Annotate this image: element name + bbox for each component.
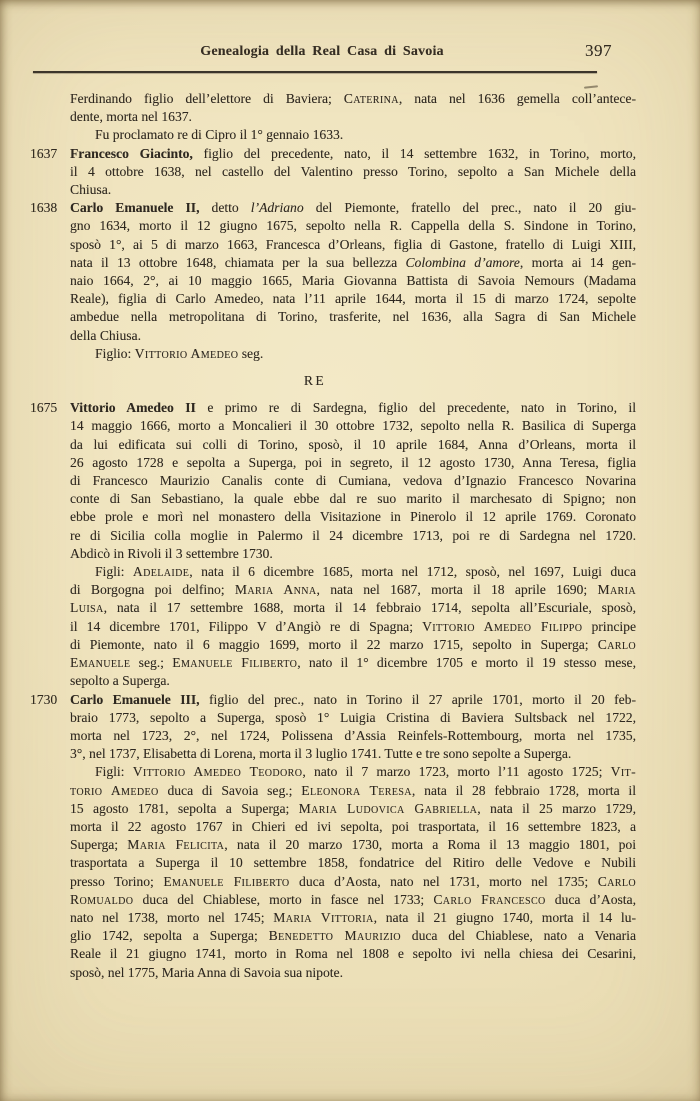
text-run: Fu proclamato re di Cipro il 1° gennaio 1633.: [95, 127, 344, 143]
text-run: 26 agosto 1728 e sepolta a Superga, poi in segreto, il 12 agosto 1730, Anna Teresa, figlia: [70, 454, 636, 470]
text-line: [30, 691, 636, 709]
text-line: [70, 345, 636, 363]
text-run: Reale il 21 giugno 1741, morto in Roma nel 1808 e sepolto ivi nella chiesa dei Cesarini,: [70, 946, 636, 962]
entry-year: 1730: [30, 691, 58, 707]
page-number: 397: [585, 41, 612, 60]
text-run: Figli:: [95, 564, 133, 580]
person-name-smallcaps: Maria: [597, 582, 636, 598]
text-run: , nata il 20 marzo 1730, morta a Roma il 13 maggio 1801, poi: [224, 837, 636, 853]
text-line: [70, 854, 636, 872]
text-line: [70, 945, 636, 963]
person-name-smallcaps: Romualdo: [70, 891, 134, 907]
header-divider-rule: [33, 71, 597, 73]
text-line: [70, 454, 636, 472]
entry-year: 1638: [30, 200, 58, 216]
text-run: e primo re di Sardegna, figlio del precedente, nato in Torino, il: [195, 400, 636, 416]
person-name-smallcaps: Vittorio Amedeo Filippo: [422, 618, 583, 634]
text-run: principe: [582, 618, 637, 634]
entry-person-name-bold: Francesco Giacinto,: [70, 145, 193, 161]
text-run: nato nel 1738, morto nel 1745;: [70, 909, 274, 925]
text-run: gno 1634, morto il 12 giugno 1675, sepolto nella R. Cappella della S. Sindone in Torino,: [70, 218, 636, 234]
text-run: Figlio:: [95, 345, 135, 361]
text-run: , nata il 25 marzo 1729,: [477, 800, 636, 816]
text-run: ebbe prole e morì nel monastero della Visitazione in Pinerolo il 12 aprile 1769. Coronato: [70, 509, 636, 525]
paragraph: [70, 763, 636, 981]
text-run: sepolto a Superga.: [70, 673, 170, 689]
section-heading: RE: [303, 373, 327, 389]
text-line: [70, 581, 636, 599]
text-run: Figli:: [95, 764, 133, 780]
text-line: [70, 836, 636, 854]
text-run: nata il 13 ottobre 1648, chiamata per la sua bellezza: [70, 254, 406, 270]
paragraph: [70, 345, 636, 363]
text-line: [70, 672, 636, 690]
text-line: [70, 108, 636, 126]
text-line: [70, 327, 636, 345]
italic-phrase: Colombina d’amore: [405, 254, 520, 270]
person-name-smallcaps: Vittorio Amedeo Teodoro: [132, 764, 303, 780]
text-run: , nata nel 1687, morta il 18 aprile 1690;: [316, 582, 598, 598]
text-run: ambedue nella metropolitana di Torino, trasferite, nel 1636, alla Sagra di San Michele: [70, 309, 636, 325]
text-line: [70, 709, 636, 727]
text-run: trasportata a Superga il 10 settembre 1858, fondatrice del Ritiro delle Vedove e Nubili: [70, 855, 636, 871]
text-line: [70, 599, 636, 617]
person-name-smallcaps: Vit-: [610, 764, 636, 780]
page-body: [30, 90, 637, 982]
text-line: [70, 964, 636, 982]
text-run: , nata nel 1636 gemella coll’antece-: [398, 91, 636, 106]
person-name-smallcaps: Maria Vittoria: [273, 909, 374, 925]
text-run: Ferdinando figlio dell’elettore di Baviera;: [70, 91, 344, 106]
person-name-smallcaps: Emanuele Filiberto: [172, 655, 298, 671]
entry-year: 1637: [30, 145, 58, 161]
text-run: conte di San Sebastiano, la quale ebbe dal re suo marito il marchesato di Spigno; non: [70, 491, 636, 507]
text-line: [70, 909, 636, 927]
text-run: Chiusa.: [70, 182, 112, 198]
person-name-smallcaps: Carlo: [597, 636, 636, 652]
person-name-smallcaps: Emanuele: [70, 655, 131, 671]
text-line: [70, 417, 636, 435]
paragraph: [70, 90, 636, 126]
text-line: [70, 508, 636, 526]
text-run: Reale), figlia di Carlo Amedeo, nata l’11 aprile 1644, morta il 15 di marzo 1724, sepolte: [70, 291, 636, 307]
text-line: [70, 818, 636, 836]
text-line: [70, 490, 636, 508]
text-run: 15 agosto 1781, sepolta a Superga;: [70, 800, 299, 816]
text-run: , nato il 1° dicembre 1705 e morto il 19 stesso mese,: [297, 655, 636, 671]
paragraph: [70, 126, 636, 144]
text-line: [70, 126, 636, 144]
running-header: [33, 41, 612, 66]
text-run: seg.: [238, 345, 264, 361]
text-line: [70, 891, 636, 909]
person-name-smallcaps: Carlo: [597, 873, 636, 889]
text-line: [70, 181, 636, 199]
text-line: [70, 563, 636, 581]
text-line: [70, 763, 636, 781]
text-line: [70, 618, 636, 636]
text-run: glio 1742, sepolta a Superga;: [70, 928, 269, 944]
text-line: [70, 472, 636, 490]
person-name-smallcaps: Eleonora Teresa: [301, 782, 412, 798]
text-run: di Borgogna poi delfino;: [70, 582, 235, 598]
person-name-smallcaps: Luisa: [70, 600, 104, 616]
text-run: , nato il 7 marzo 1723, morto l’11 agosto 1725;: [302, 764, 611, 780]
text-run: duca d’Aosta, nato nel 1731, morto nel 1735;: [289, 873, 598, 889]
italic-phrase: l’Adriano: [250, 200, 304, 216]
text-line: [70, 272, 636, 290]
text-line: [70, 927, 636, 945]
person-name-smallcaps: Benedetto Maurizio: [268, 928, 401, 944]
genealogy-entry: [30, 691, 636, 764]
text-line: [70, 290, 636, 308]
text-run: dente, morta nel 1637.: [70, 109, 192, 125]
text-run: re di Sicilia colla moglie in Palermo il 24 dicembre 1713, poi re di Sardegna nel 1720.: [70, 527, 636, 543]
text-line: [70, 527, 636, 545]
text-run: del Piemonte, fratello del prec., nato il 20 giu-: [303, 200, 636, 216]
person-name-smallcaps: Maria Ludovica Gabriella: [298, 800, 478, 816]
text-run: duca di Savoia seg.;: [158, 782, 302, 798]
page-header-title: Genealogia della Real Casa di Savoia: [200, 44, 444, 59]
genealogy-entry: [30, 199, 637, 345]
entry-person-name-bold: Carlo Emanuele III,: [70, 691, 200, 707]
person-name-smallcaps: Maria Felicita: [127, 837, 225, 853]
text-run: di Piemonte, nato il 6 maggio 1699, morto il 22 marzo 1715, sepolto in Superga;: [70, 636, 598, 652]
text-line: [70, 236, 636, 254]
text-run: della Chiusa.: [70, 327, 141, 343]
text-line: [70, 545, 636, 563]
text-line: [70, 745, 636, 763]
text-line: [70, 800, 636, 818]
text-line: [30, 199, 636, 217]
text-line: [70, 163, 636, 181]
text-run: morta il 22 agosto 1767 in Chieri ed ivi sepolta, poi trasportata, il 16 settembre 1823, a: [70, 818, 636, 834]
text-run: , morta ai 14 gen-: [519, 254, 637, 270]
text-run: 3°, nel 1737, Elisabetta di Lorena, morta il 3 luglio 1741. Tutte e tre sono sepolte a Superga.: [70, 746, 572, 762]
person-name-smallcaps: Emanuele Filiberto: [163, 873, 290, 889]
text-run: duca del Chiablese, morto in fasce nel 1733;: [133, 891, 434, 907]
text-run: duca del Chiablese, nato a Venaria: [400, 928, 636, 944]
text-run: presso Torino;: [70, 873, 164, 889]
text-run: Abdicò in Rivoli il 3 settembre 1730.: [70, 545, 273, 561]
text-run: il 4 ottobre 1638, nel castello del Valentino presso Torino, sepolto a San Michele della: [70, 163, 636, 179]
entry-person-name-bold: Carlo Emanuele II,: [70, 200, 200, 216]
text-run: sposò, nel 1775, Maria Anna di Savoia sua nipote.: [70, 964, 343, 980]
genealogy-entry: [30, 399, 636, 563]
person-name-smallcaps: Adelaide: [132, 564, 190, 580]
genealogy-entry: [30, 145, 636, 200]
text-run: morta nel 1723, 2°, nel 1724, Polissena d’Assia Reinfels-Rottembourg, morta nel 1735,: [70, 727, 636, 743]
text-run: da lui edificata sui colli di Torino, sposò, il 10 aprile 1684, Anna d’Orleans, morta il: [70, 436, 636, 452]
text-run: , nata il 21 giugno 1740, morta il 14 lu-: [373, 909, 637, 925]
text-run: , nata il 6 dicembre 1685, morta nel 1712, sposò, nel 1697, Luigi duca: [189, 564, 636, 580]
text-line: [30, 145, 636, 163]
paragraph: [70, 563, 636, 690]
text-line: [70, 217, 636, 235]
entry-year: 1675: [30, 400, 58, 416]
text-line: [70, 90, 636, 108]
text-run: il 14 dicembre 1701, Filippo V d’Angiò re di Spagna;: [70, 618, 423, 634]
text-run: seg.;: [130, 655, 173, 671]
text-line: [70, 636, 636, 654]
text-line: [70, 782, 636, 800]
person-name-smallcaps: Caterina: [343, 91, 399, 106]
text-run: 14 maggio 1666, morto a Moncalieri il 30 ottobre 1732, sepolto nella R. Basilica di Superga: [70, 418, 636, 434]
text-line: [70, 436, 636, 454]
text-line: [70, 254, 636, 272]
person-name-smallcaps: torio Amedeo: [70, 782, 159, 798]
person-name-smallcaps: Vittorio Amedeo: [134, 345, 239, 361]
ink-smudge-artifact: [584, 85, 598, 88]
text-line: [70, 727, 636, 745]
text-run: braio 1773, sepolto a Superga, sposò 1° Luigia Cristina di Baviera Sultsback nel 1722,: [70, 709, 636, 725]
person-name-smallcaps: Maria Anna: [234, 582, 317, 598]
text-run: figlio del precedente, nato, il 14 settembre 1632, in Torino, morto,: [192, 145, 636, 161]
entry-person-name-bold: Vittorio Amedeo II: [70, 400, 196, 416]
text-run: di Francesco Maurizio Canalis conte di Cumiana, vedova d’Ignazio Francesco Novarina: [70, 473, 636, 489]
text-line: [70, 873, 636, 891]
text-run: Superga;: [70, 837, 128, 853]
person-name-smallcaps: Carlo Francesco: [433, 891, 546, 907]
text-line: [30, 399, 636, 417]
text-line: [70, 308, 636, 326]
text-run: detto: [199, 200, 251, 216]
text-run: duca d’Aosta,: [545, 891, 636, 907]
text-run: , nata il 17 settembre 1688, morta il 14 febbraio 1714, sepolta all’Escuriale, sposò,: [103, 600, 636, 616]
text-run: figlio del prec., nato in Torino il 27 aprile 1701, morto il 20 feb-: [199, 691, 636, 707]
text-run: , nata il 28 febbraio 1728, morta il: [411, 782, 636, 798]
text-run: naio 1664, 2°, ai 10 maggio 1665, Maria Giovanna Battista di Savoia Nemours (Madama: [70, 273, 636, 289]
text-line: [70, 654, 636, 672]
text-run: sposò 1°, ai 5 di marzo 1663, Francesca d’Orleans, figlia di Gastone, fratello di Luigi XIII,: [70, 236, 636, 252]
